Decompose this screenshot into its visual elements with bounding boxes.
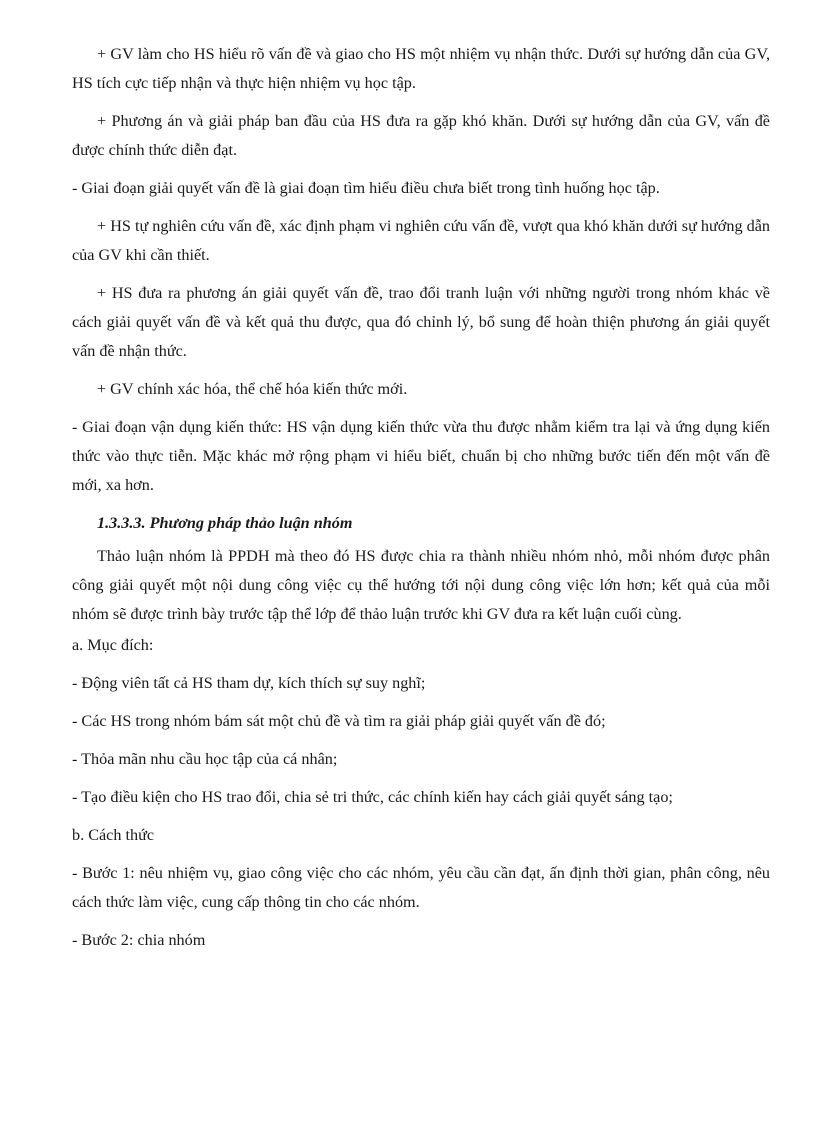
paragraph-hs-proposal: + HS đưa ra phương án giải quyết vấn đề, trao đổi tranh luận với những người trong nhóm khác về cách giải quyết vấn đề và kết quả thu được, qua đó chỉnh lý, bổ sung để hoàn thiện phương án giải quyết vấn đề nhận thức. <box>72 284 770 360</box>
paragraph-gv-problem: + GV làm cho HS hiểu rõ vấn đề và giao cho HS một nhiệm vụ nhận thức. Dưới sự hướng dẫn của GV, HS tích cực tiếp nhận và thực hiện nhiệm vụ học tập. <box>72 45 770 92</box>
paragraph-solving-stage: - Giai đoạn giải quyết vấn đề là giai đoạn tìm hiểu điều chưa biết trong tình huống học tập. <box>72 179 660 197</box>
method-step: - Bước 1: nêu nhiệm vụ, giao công việc cho các nhóm, yêu cầu cần đạt, ấn định thời gian, phân công, nêu cách thức làm việc, cung cấp thông tin cho các nhóm. <box>72 864 770 911</box>
purpose-label: a. Mục đích: <box>72 636 154 654</box>
paragraph-group-discussion-intro: Thảo luận nhóm là PPDH mà theo đó HS được chia ra thành nhiều nhóm nhỏ, mỗi nhóm được phân công giải quyết một nội dung công việc cụ thể hướng tới nội dung công việc lớn hơn; kết quả của mỗi nhóm sẽ được trình bày trước tập thể lớp để thảo luận trước khi GV đưa ra kết luận cuối cùng. <box>72 547 770 623</box>
method-label: b. Cách thức <box>72 826 155 844</box>
purpose-item: - Động viên tất cả HS tham dự, kích thích sự suy nghĩ; <box>72 674 426 692</box>
purpose-item: - Thỏa mãn nhu cầu học tập của cá nhân; <box>72 750 338 768</box>
paragraph-hs-research: + HS tự nghiên cứu vấn đề, xác định phạm vi nghiên cứu vấn đề, vượt qua khó khăn dưới sự hướng dẫn của GV khi cần thiết. <box>72 217 770 264</box>
method-step: - Bước 2: chia nhóm <box>72 931 206 949</box>
paragraph-apply-stage: - Giai đoạn vận dụng kiến thức: HS vận dụng kiến thức vừa thu được nhằm kiểm tra lại và ứng dụng kiến thức vào thực tiễn. Mặc khác mở rộng phạm vi hiểu biết, chuẩn bị cho những bước tiến đến một vấn đề mới, xa hơn. <box>72 418 770 494</box>
paragraph-initial-solution: + Phương án và giải pháp ban đầu của HS đưa ra gặp khó khăn. Dưới sự hướng dẫn của GV, vấn đề được chính thức diễn đạt. <box>72 112 770 159</box>
purpose-item: - Tạo điều kiện cho HS trao đổi, chia sẻ tri thức, các chính kiến hay cách giải quyết sáng tạo; <box>72 788 673 806</box>
purpose-item: - Các HS trong nhóm bám sát một chủ đề và tìm ra giải pháp giải quyết vấn đề đó; <box>72 712 606 730</box>
section-heading: 1.3.3.3. Phương pháp thảo luận nhóm <box>97 514 353 532</box>
paragraph-gv-formalize: + GV chính xác hóa, thể chế hóa kiến thức mới. <box>97 380 408 398</box>
document-page <box>72 40 770 964</box>
